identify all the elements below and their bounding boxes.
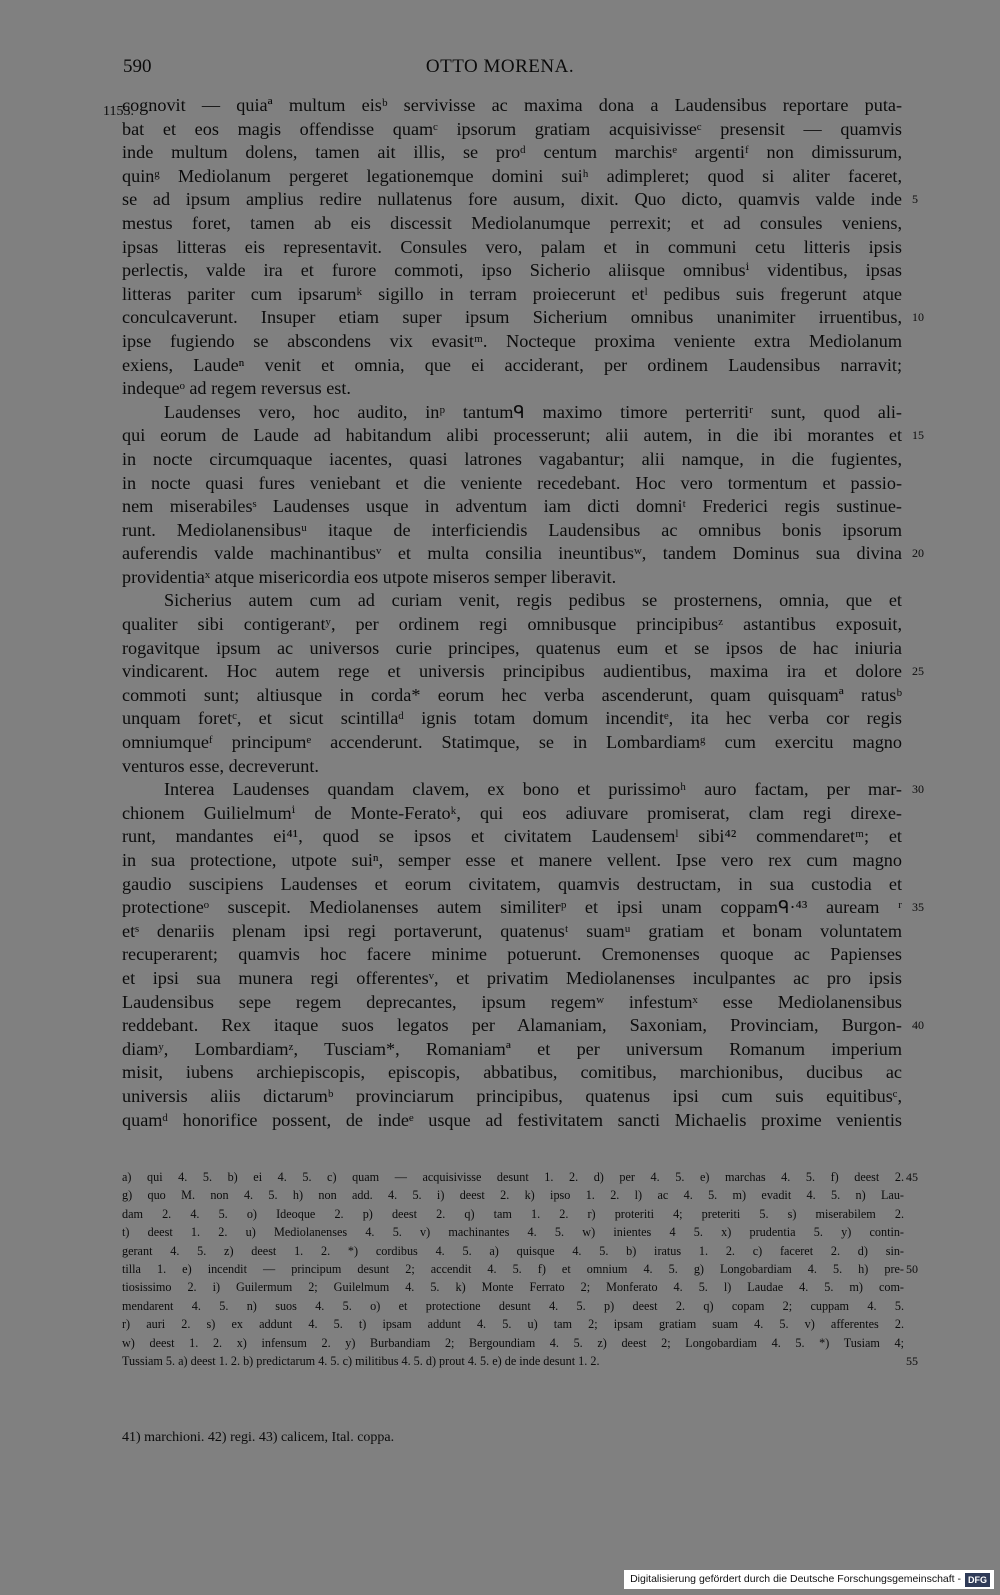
digitization-credit xyxy=(624,1570,994,1589)
text-line xyxy=(122,1038,902,1062)
text-line-content: unquam foretᶜ, et sicut scintillaᵈ ignis totam domum incenditᵉ, ita hec verba cor regis xyxy=(122,708,902,729)
text-line xyxy=(122,259,902,283)
text-line xyxy=(122,495,902,519)
line-number: 35 xyxy=(912,900,924,915)
text-line xyxy=(122,967,902,991)
text-line-content: se ad ipsum amplius redire nullatenus fore ausum, dixit. Quo dicto, quamvis valde inde xyxy=(122,189,902,210)
apparatus-line-content: a) qui 4. 5. b) ei 4. 5. c) quam — acquisivisse desunt 1. 2. d) per 4. 5. e) marchas 4. 5. f) deest 2. xyxy=(122,1170,904,1184)
apparatus-line xyxy=(122,1205,904,1223)
critical-apparatus xyxy=(122,1168,918,1370)
text-line-content: protectioneᵒ suscepit. Mediolanenses autem similiterᵖ et ipsi unam coppamᑫ·⁴³ auream ʳ xyxy=(122,897,902,918)
text-line xyxy=(122,236,902,260)
running-title: OTTO MORENA. xyxy=(425,56,575,77)
line-number: 15 xyxy=(912,428,924,443)
apparatus-line-content: t) deest 1. 2. u) Mediolanenses 4. 5. v) machinantes 4. 5. w) inientes 4 5. x) prudentia 5. y) contin- xyxy=(122,1225,904,1240)
apparatus-line-content: r) auri 2. s) ex addunt 4. 5. t) ipsam addunt 4. 5. u) tam 2; ipsam gratiam suam 4. 5. v) afferentes 2. xyxy=(122,1317,904,1332)
page-number: 590 xyxy=(123,56,152,77)
text-line-content: misit, iubens archiepiscopis, episcopis, abbatibus, comitibus, marchionibus, ducibus ac xyxy=(122,1062,902,1083)
text-line xyxy=(122,1014,924,1038)
text-line xyxy=(122,188,918,212)
apparatus-line xyxy=(122,1168,918,1186)
line-number: 20 xyxy=(912,546,924,561)
text-line-content: Sicherius autem cum ad curiam venit, regis pedibus se prosternens, omnia, que et xyxy=(164,590,902,611)
text-line-content: in nocte circumquaque iacentes, quasi latrones vagabantur; alii namque, in die fugientes, xyxy=(122,448,902,469)
text-line-content: conculcaverunt. Insuper etiam super ipsum Sicherium omnibus unanimiter irruentibus, xyxy=(122,307,902,328)
text-line-content: nem miserabilesˢ Laudenses usque in adventum iam dicti domniᵗ Frederici regis sustinue- xyxy=(122,496,902,517)
text-line-content: quamᵈ honorifice possent, de indeᵉ usque ad festivitatem sancti Michaelis proxime venientis xyxy=(122,1109,902,1130)
text-line-content: rogavitque ipsum ac universos curie principes, quatenus eum et se ipsos de hac iniuria xyxy=(122,637,902,658)
text-line xyxy=(122,755,902,779)
text-line xyxy=(122,519,902,543)
text-line xyxy=(122,849,902,873)
text-line-content: runt, mandantes ei⁴¹, quod se ipsos et civitatem Laudensemˡ sibi⁴² commendaretᵐ; et xyxy=(122,826,902,847)
apparatus-line-content: tilla 1. e) incendit — principum desunt 2; accendit 4. 5. f) et omnium 4. 5. g) Longobardiam 4. 5. h) pre- xyxy=(122,1261,904,1276)
text-line xyxy=(122,991,902,1015)
line-number: 50 xyxy=(906,1261,918,1276)
text-line-content: reddebant. Rex itaque suos legatos per Alamaniam, Saxoniam, Provinciam, Burgon- xyxy=(122,1015,902,1036)
text-line-content: exiens, Laudeⁿ venit et omnia, que ei acciderant, per ordinem Laudensibus narravit; xyxy=(122,354,902,375)
apparatus-line-content: mendarent 4. 5. n) suos 4. 5. o) et protectione desunt 4. 5. p) deest 2. q) copam 2; cuppam 4. 5. xyxy=(122,1298,904,1313)
text-line xyxy=(122,943,902,967)
text-line xyxy=(122,377,902,401)
text-line xyxy=(122,731,902,755)
text-line-content: litteras pariter cum ipsarumᵏ sigillo in terram proiecerunt etˡ pedibus suis fregerunt atque xyxy=(122,283,902,304)
text-line xyxy=(122,825,902,849)
text-line-content: perlectis, valde ira et furore commoti, ipso Sicherio aliisque omnibusⁱ videntibus, ipsas xyxy=(122,260,902,281)
text-line-content: et ipsi sua munera regi offerentesᵛ, et privatim Mediolanenses inculpantes ac pro ipsis xyxy=(122,967,902,988)
text-line-content: mestus foret, tamen ab eis discessit Mediolanumque perrexit; et ad consules veniens, xyxy=(122,212,902,233)
text-line xyxy=(122,566,902,590)
line-number: 5 xyxy=(912,192,918,207)
text-line xyxy=(122,330,902,354)
apparatus-line xyxy=(122,1334,904,1352)
text-line-content: chionem Guilielmumⁱ de Monte-Feratoᵏ, qui eos adiuvare promiserat, clam regi direxe- xyxy=(122,802,902,823)
text-line-content: Laudensibus sepe regem deprecantes, ipsum regemʷ infestumˣ esse Mediolanensibus xyxy=(122,991,902,1012)
text-line xyxy=(122,684,902,708)
text-line-content: auferendis valde machinantibusᵛ et multa consilia ineuntibusʷ, tandem Dominus sua divina xyxy=(122,543,902,564)
text-line xyxy=(122,354,902,378)
text-line-content: commoti sunt; altiusque in corda* eorum hec verba ascenderunt, quam quisquamª ratusᵇ xyxy=(122,684,902,705)
year-marker: 1153. xyxy=(103,104,134,119)
text-line xyxy=(122,118,902,142)
credit-text: Digitalisierung gefördert durch die Deutsche Forschungsgemeinschaft - xyxy=(630,1573,961,1585)
text-line-content: venturos esse, decreverunt. xyxy=(122,755,319,776)
main-text xyxy=(122,94,924,1132)
apparatus-line-content: dam 2. 4. 5. o) Ideoque 2. p) deest 2. q) tam 1. 2. r) proteriti 4; preteriti 5. s) miserabilem 2. xyxy=(122,1206,904,1221)
text-line xyxy=(122,1109,902,1133)
text-line-content: universis aliis dictarumᵇ provinciarum principibus, quatenus ipsi cum suis equitibusᶜ, xyxy=(122,1085,902,1106)
apparatus-line-content: g) quo M. non 4. 5. h) non add. 4. 5. i) deest 2. k) ipso 1. 2. l) ac 4. 5. m) evadit 4. 5. n) Lau- xyxy=(122,1188,904,1203)
text-line xyxy=(122,920,902,944)
footnotes: 41) marchioni. 42) regi. 43) calicem, Ital. coppa. xyxy=(122,1430,395,1445)
line-number: 55 xyxy=(906,1353,918,1368)
dfg-logo-icon: DFG xyxy=(965,1573,990,1587)
text-line-content: cognovit — quiaª multum eisᵇ servivisse ac maxima dona a Laudensibus reportare puta- xyxy=(122,95,902,115)
text-line xyxy=(122,542,924,566)
text-line xyxy=(122,1085,902,1109)
apparatus-line xyxy=(122,1315,904,1333)
text-line xyxy=(122,778,924,802)
text-line xyxy=(122,896,924,920)
apparatus-line xyxy=(122,1242,904,1260)
text-line-content: inde multum dolens, tamen ait illis, se proᵈ centum marchisᵉ argentiᶠ non dimissurum, xyxy=(122,142,902,163)
text-line xyxy=(122,306,924,330)
text-line xyxy=(122,660,924,684)
apparatus-line xyxy=(122,1260,918,1278)
line-number: 25 xyxy=(912,664,924,679)
text-line-content: providentiaˣ atque misericordia eos utpote miseros semper liberavit. xyxy=(122,566,617,587)
text-line-content: omniumqueᶠ principumᵉ accenderunt. Statimque, se in Lombardiamᵍ cum exercitu magno xyxy=(122,732,902,753)
text-line xyxy=(122,165,902,189)
apparatus-line xyxy=(122,1352,918,1370)
text-line-content: ipsas litteras eis representavit. Consules vero, palam et in communi cetu litteris ipsis xyxy=(122,236,902,257)
text-line-content: diamʸ, Lombardiamᶻ, Tusciam*, Romaniamª et per universum Romanum imperium xyxy=(122,1038,902,1059)
text-line-content: in sua protectione, utpote suiⁿ, semper esse et manere vellent. Ipse vero rex cum magno xyxy=(122,850,902,870)
text-line xyxy=(122,802,902,826)
text-line xyxy=(122,283,902,307)
text-line-content: quinᵍ Mediolanum pergeret legationemque domini suiʰ adimpleret; quod si aliter faceret, xyxy=(122,165,902,186)
text-line-content: recuperarent; quamvis hoc facere minime potuerunt. Cremonenses quoque ac Papienses xyxy=(122,944,902,965)
text-line xyxy=(122,707,902,731)
apparatus-line-content: gerant 4. 5. z) deest 1. 2. *) cordibus 4. 5. a) quisque 4. 5. b) iratus 1. 2. c) faceret 2. d) sin- xyxy=(122,1243,904,1258)
text-line-content: Laudenses vero, hoc audito, inᵖ tantumᑫ maximo timore perterritiʳ sunt, quod ali- xyxy=(164,401,902,422)
text-line xyxy=(122,141,902,165)
text-line xyxy=(122,613,902,637)
text-line-content: etˢ denariis plenam ipsi regi portaverunt, quatenusᵗ suamᵘ gratiam et bonam voluntatem xyxy=(122,920,902,941)
text-line xyxy=(122,1061,902,1085)
apparatus-line xyxy=(122,1186,904,1204)
text-line xyxy=(122,94,902,118)
apparatus-line-content: w) deest 1. 2. x) infensum 2. y) Burbandiam 2; Bergoundiam 4. 5. z) deest 2; Longobardiam 4. 5. *) Tusiam 4; xyxy=(122,1335,904,1350)
apparatus-line xyxy=(122,1297,904,1315)
line-number: 45 xyxy=(906,1170,918,1184)
apparatus-line xyxy=(122,1223,904,1241)
text-line xyxy=(122,589,902,613)
text-line-content: runt. Mediolanensibusᵘ itaque de interficiendis Laudensibus ac omnibus bonis ipsorum xyxy=(122,519,902,540)
text-line xyxy=(122,448,902,472)
text-line-content: ipse fugiendo se abscondens vix evasitᵐ. Nocteque proxima veniente extra Mediolanum xyxy=(122,330,902,351)
text-line xyxy=(122,212,902,236)
text-line xyxy=(122,873,902,897)
text-line-content: qualiter sibi contigerantʸ, per ordinem regi omnibusque principibusᶻ astantibus exposuit, xyxy=(122,614,902,635)
text-line-content: qui eorum de Laude ad habitandum alibi processerunt; alii autem, in die ibi morantes et xyxy=(122,425,902,446)
line-number: 40 xyxy=(912,1018,924,1033)
text-line-content: in nocte quasi fures veniebant et die veniente recedebant. Hoc vero tormentum et passio- xyxy=(122,472,902,493)
text-line-content: indequeᵒ ad regem reversus est. xyxy=(122,378,351,399)
text-line-content: gaudio suscipiens Laudenses et eorum civitatem, quamvis destructam, in sua custodia et xyxy=(122,873,902,894)
apparatus-line xyxy=(122,1278,904,1296)
line-number: 10 xyxy=(912,310,924,325)
text-line xyxy=(122,401,902,425)
text-line xyxy=(122,637,902,661)
text-line xyxy=(122,424,924,448)
apparatus-line-content: tiosissimo 2. i) Guilermum 2; Guilelmum 4. 5. k) Monte Ferrato 2; Monferato 4. 5. l) Laudae 4. 5. m) com- xyxy=(122,1280,904,1295)
text-line xyxy=(122,472,902,496)
text-line-content: bat et eos magis offendisse quamᶜ ipsorum gratiam acquisivisseᶜ presensit — quamvis xyxy=(122,118,902,139)
text-line-content: Interea Laudenses quandam clavem, ex bono et purissimoʰ auro factam, per mar- xyxy=(164,779,902,800)
line-number: 30 xyxy=(912,782,924,797)
text-line-content: vindicarent. Hoc autem rege et universis principibus audientibus, maxima ira et dolore xyxy=(122,661,902,682)
apparatus-line-content: Tussiam 5. a) deest 1. 2. b) predictarum 4. 5. c) militibus 4. 5. d) prout 4. 5. e) de inde desunt 1. 2. xyxy=(122,1353,600,1368)
